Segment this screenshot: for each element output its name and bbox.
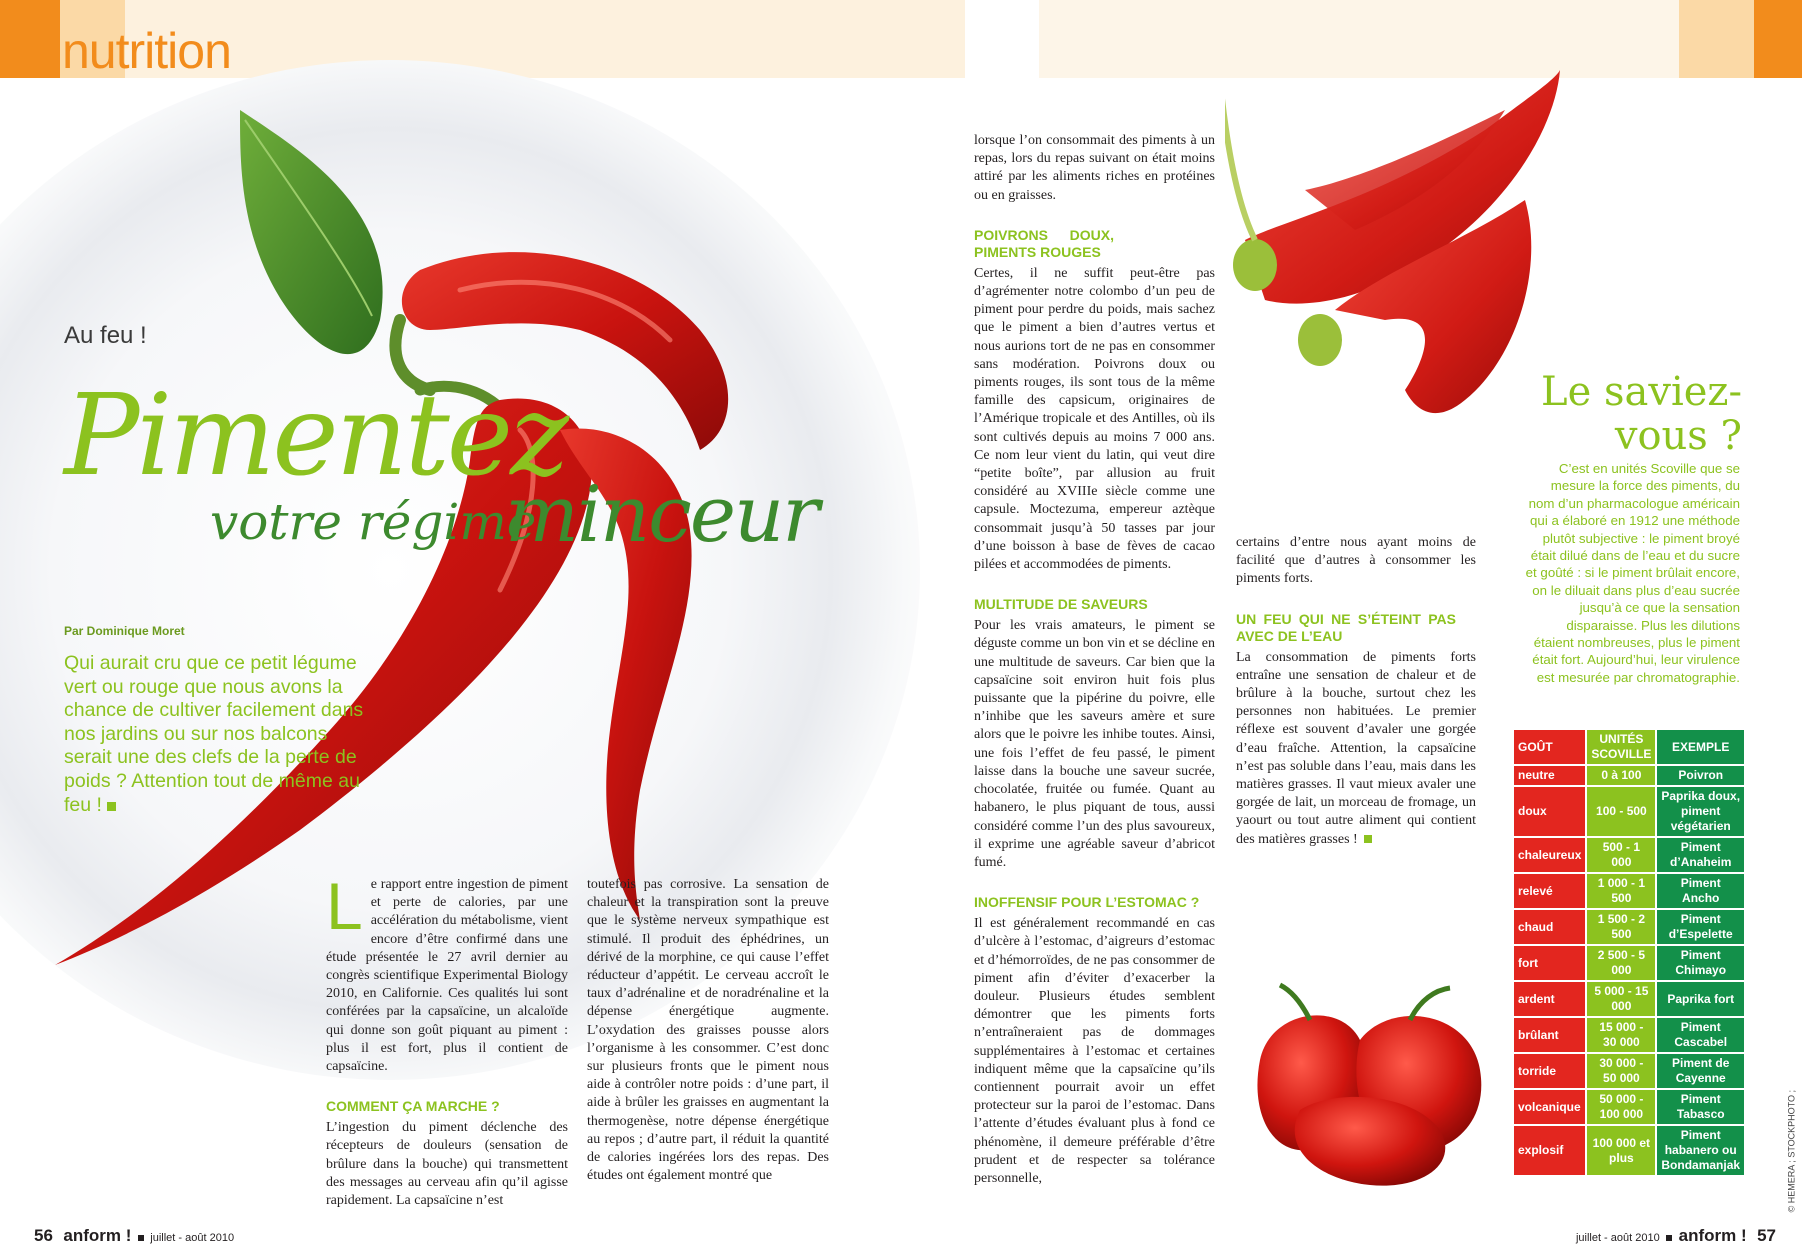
cell-gout: chaleureux bbox=[1514, 838, 1585, 872]
cell-unites: 0 à 100 bbox=[1587, 766, 1655, 785]
cell-gout: relevé bbox=[1514, 874, 1585, 908]
page-number-right: 57 bbox=[1757, 1226, 1776, 1245]
sidebar-title-line-2: vous ? bbox=[1614, 413, 1742, 459]
table-row bbox=[1514, 838, 1744, 872]
photo-credit: © HEMERA ; STOCKPHOTO ; bbox=[1786, 1090, 1796, 1213]
cell-exemple: Piment habanero ou Bondamanjak bbox=[1657, 1126, 1744, 1175]
table-row bbox=[1514, 982, 1744, 1016]
cell-exemple: Piment Tabasco bbox=[1657, 1090, 1744, 1124]
table-row bbox=[1514, 1018, 1744, 1052]
chili-peppers-top-right-illustration bbox=[1225, 70, 1565, 450]
cell-exemple: Piment de Cayenne bbox=[1657, 1054, 1744, 1088]
end-mark bbox=[107, 802, 116, 811]
table-row bbox=[1514, 1054, 1744, 1088]
col2-para-1: toutefois pas corrosive. La sensation de chaleur et la transpiration sont la preuve que le système nerveux sympathique est stimulé. Il produit des éphédrines, un dérivé de la morphine, ce qui cause l’effet réducteur d’appétit. Le cerveau accroît le taux d’adrénaline et de noradrénaline et la dépense énergétique augmente. L’oxydation des graisses pousse alors l’organisme à les consommer. C’est donc sur plusieurs fronts que le piment nous aide à contrôler notre poids : d’une part, il aide à brûler les graisses en augmentant la thermogenèse, notre dépense énergétique au repos ; d’autre part, il réduit la quantité de calories ingérées lors des repas. Des études ont également montré que bbox=[587, 877, 829, 1184]
column-1 bbox=[326, 869, 568, 1210]
header-exemple: EXEMPLE bbox=[1657, 730, 1744, 764]
cell-unites: 500 - 1 000 bbox=[1587, 838, 1655, 872]
sidebar-title bbox=[1541, 370, 1742, 458]
cell-exemple: Piment d’Anaheim bbox=[1657, 838, 1744, 872]
table-row bbox=[1514, 910, 1744, 944]
header-band-right bbox=[1039, 0, 1679, 78]
col1-para-1-text: e rapport entre ingestion de piment et perte de calories, par une accélération du métabolisme, vient encore d’être confirmé dans une étude présentée le 27 avril dernier au congrès scientifique Experimental Biology 2010, en Californie. Ces qualités lui sont conférées par la capsaïcine, un alcaloïde qui donne son goût piquant au piment : plus il est fort, plus il contient de capsaïcine. bbox=[326, 877, 568, 1075]
cell-gout: ardent bbox=[1514, 982, 1585, 1016]
cell-exemple: Paprika fort bbox=[1657, 982, 1744, 1016]
header-gout: GOÛT bbox=[1514, 730, 1585, 764]
col1-para-1 bbox=[326, 869, 568, 1076]
dropcap: L bbox=[326, 869, 363, 943]
col4-para-1-text: La consommation de piments forts entraîne une sensation de chaleur et de brûlure à la bouche, surtout chez les personnes non habituées. Le premier réflexe est souvent d’avaler une gorgée d’eau fraîche. Attention, la capsaïcine n’est pas soluble dans l’eau, mais dans les matières grasses. Il vaut mieux avaler une gorgée de lait, un morceau de fromage, un yaourt ou tout autre aliment qui contient des matières grasses ! bbox=[1236, 649, 1476, 847]
header-band-left bbox=[125, 0, 965, 78]
page-number-left: 56 bbox=[34, 1226, 53, 1245]
title-line-2b: minceur bbox=[505, 470, 818, 560]
col1-heading-1: COMMENT ÇA MARCHE ? bbox=[326, 1098, 500, 1115]
cell-gout: volcanique bbox=[1514, 1090, 1585, 1124]
header-unites: UNITÉS SCOVILLE bbox=[1587, 730, 1655, 764]
folio-right bbox=[1576, 1226, 1776, 1246]
table-body bbox=[1514, 766, 1744, 1175]
scoville-table bbox=[1512, 728, 1746, 1177]
table-header-row bbox=[1514, 730, 1744, 764]
cell-unites: 15 000 - 30 000 bbox=[1587, 1018, 1655, 1052]
kicker: Au feu ! bbox=[64, 322, 147, 349]
lede-text: Qui aurait cru que ce petit légume vert ou rouge que nous avons la chance de cultiver facilement dans nos jardins ou sur nos balcons serait une des clefs de la perte de poids ? Attention tout de même au feu ! bbox=[64, 652, 364, 816]
col4-para-1 bbox=[1236, 649, 1476, 849]
column-4 bbox=[1236, 534, 1476, 849]
col3-heading-1: POIVRONS DOUX, PIMENTS ROUGES bbox=[974, 226, 1114, 260]
header-tab-right-light bbox=[1679, 0, 1754, 78]
col3-para-3: Il est généralement recommandé en cas d’ulcère à l’estomac, d’aigreurs d’estomac et d’hémorroïdes, de ne pas consommer de piment afin d’éviter d’exacerber la douleur. Plusieurs études semblent démontrer que les piments forts n’entraîneraient pas de dommages supplémentaires à l’estomac et certaines indiquent même que la capsaïcine qu’ils contiennent pourrait avoir un effet protecteur sur la paroi de l’estomac. Dans l’attente d’études évaluant plus à fond ce phénomène, il demeure préférable d’être prudent et de respecter sa tolérance personnelle, bbox=[974, 916, 1215, 1186]
col1-para-2: L’ingestion du piment déclenche des récepteurs de douleurs (sensation de brûlure dans la bouche) qui transmettent des messages au cerveau afin qu’il agisse rapidement. La capsaïcine n’est bbox=[326, 1120, 568, 1209]
cell-exemple: Piment Chimayo bbox=[1657, 946, 1744, 980]
cell-exemple: Piment d’Espelette bbox=[1657, 910, 1744, 944]
cell-unites: 1 500 - 2 500 bbox=[1587, 910, 1655, 944]
cell-unites: 5 000 - 15 000 bbox=[1587, 982, 1655, 1016]
cell-gout: chaud bbox=[1514, 910, 1585, 944]
col4-para-0: certains d’entre nous ayant moins de facilité que d’autres à consommer les piments forts. bbox=[1236, 535, 1476, 587]
table-row bbox=[1514, 766, 1744, 785]
cell-unites: 30 000 - 50 000 bbox=[1587, 1054, 1655, 1088]
table-row bbox=[1514, 874, 1744, 908]
lede bbox=[64, 652, 374, 817]
cell-unites: 100 000 et plus bbox=[1587, 1126, 1655, 1175]
cell-unites: 1 000 - 1 500 bbox=[1587, 874, 1655, 908]
column-2 bbox=[587, 876, 829, 1185]
col4-heading-1: UN FEU QUI NE S’ÉTEINT PAS AVEC DE L’EAU bbox=[1236, 610, 1456, 644]
magazine-name-left: anform ! bbox=[63, 1226, 132, 1245]
col3-para-1: Certes, il ne suffit peut-être pas d’agrémenter notre colombo d’un peu de piment pour perdre du poids, mais sachez que le piment a bien d’autres vertus et nous aurions tort de ne pas en consommer sans modération. Poivrons doux ou piments rouges, ils sont tous de la même famille des capsicum, originaires de l’Amérique tropicale et des Antilles, où ils sont cultivés depuis au moins 7 000 ans. Ce nom leur vient du latin, qui veut dire “petite boîte”, par allusion au fruit considéré au XVIIIe siècle comme une capsule. Moctezuma, empereur aztèque consommait jusqu’à 50 tasses par jour d’une boisson à base de fèves de cacao pilées et accommodées de piments. bbox=[974, 265, 1215, 573]
magazine-name-right: anform ! bbox=[1678, 1226, 1747, 1245]
byline: Par Dominique Moret bbox=[64, 624, 185, 638]
cell-unites: 100 - 500 bbox=[1587, 787, 1655, 836]
col3-para-2: Pour les vrais amateurs, le piment se déguste comme un bon vin et se décline en une multitude de saveurs. Car bien que la capsaïcine soit environ huit fois plus puissante que la pipérine du poivre, elle n’inhibe que les saveurs amère et sure alors que le poivre les inhibe toutes. Ainsi, une fois l’effet de feu passé, le piment laisse dans la bouche une saveur sucrée, chocolatée, fruitée ou fumée. Quant au habanero, le plus piquant de tous, aussi considéré comme l’un des plus savoureux, il exprime une agréable saveur d’abricot fumé. bbox=[974, 618, 1215, 870]
cell-gout: fort bbox=[1514, 946, 1585, 980]
folio-square-right bbox=[1666, 1235, 1672, 1241]
habanero-peppers-illustration bbox=[1250, 980, 1500, 1190]
cell-exemple: Poivron bbox=[1657, 766, 1744, 785]
col3-heading-2: MULTITUDE DE SAVEURS bbox=[974, 596, 1148, 613]
title-line-2a: votre régime bbox=[210, 493, 537, 551]
end-mark bbox=[1364, 835, 1372, 843]
cell-gout: torride bbox=[1514, 1054, 1585, 1088]
title-line-1: Pimentez bbox=[64, 371, 567, 501]
cell-unites: 50 000 - 100 000 bbox=[1587, 1090, 1655, 1124]
cell-exemple: Piment Cascabel bbox=[1657, 1018, 1744, 1052]
col3-para-0: lorsque l’on consommait des piments à un repas, lors du repas suivant on était moins attiré par les aliments riches en protéines ou en graisses. bbox=[974, 133, 1215, 203]
cell-exemple: Piment Ancho bbox=[1657, 874, 1744, 908]
table-row bbox=[1514, 787, 1744, 836]
header-tab-right bbox=[1754, 0, 1802, 78]
folio-square-left bbox=[138, 1235, 144, 1241]
sidebar-title-line-1: Le saviez- bbox=[1541, 369, 1742, 415]
folio-left bbox=[34, 1226, 234, 1246]
col3-heading-3: INOFFENSIF POUR L’ESTOMAC ? bbox=[974, 894, 1200, 911]
cell-unites: 2 500 - 5 000 bbox=[1587, 946, 1655, 980]
cell-gout: explosif bbox=[1514, 1126, 1585, 1175]
issue-date-left: juillet - août 2010 bbox=[150, 1232, 235, 1244]
sidebar-text: C’est en unités Scoville que se mesure la force des piments, du nom d’un pharmacologue américain qui a élaboré en 1912 une méthode plutôt subjective : le piment broyé était dilué dans de l’eau et du sucre et goûté : si le piment brûlait encore, on le diluait dans plus d’eau sucrée jusqu’à ce que la sensation disparaisse. Plus les dilutions étaient nombreuses, plus le piment était fort. Aujourd’hui, leur virulence est mesurée par chromatographie. bbox=[1525, 461, 1740, 685]
scoville-table-wrap bbox=[1512, 728, 1746, 1177]
cell-exemple: Paprika doux, piment végétarien bbox=[1657, 787, 1744, 836]
cell-gout: brûlant bbox=[1514, 1018, 1585, 1052]
table-row bbox=[1514, 1126, 1744, 1175]
column-3 bbox=[974, 132, 1215, 1188]
cell-gout: neutre bbox=[1514, 766, 1585, 785]
table-row bbox=[1514, 1090, 1744, 1124]
cell-gout: doux bbox=[1514, 787, 1585, 836]
section-label: nutrition bbox=[62, 23, 231, 79]
table-row bbox=[1514, 946, 1744, 980]
issue-date-right: juillet - août 2010 bbox=[1575, 1232, 1660, 1244]
header-tab-left bbox=[0, 0, 60, 78]
